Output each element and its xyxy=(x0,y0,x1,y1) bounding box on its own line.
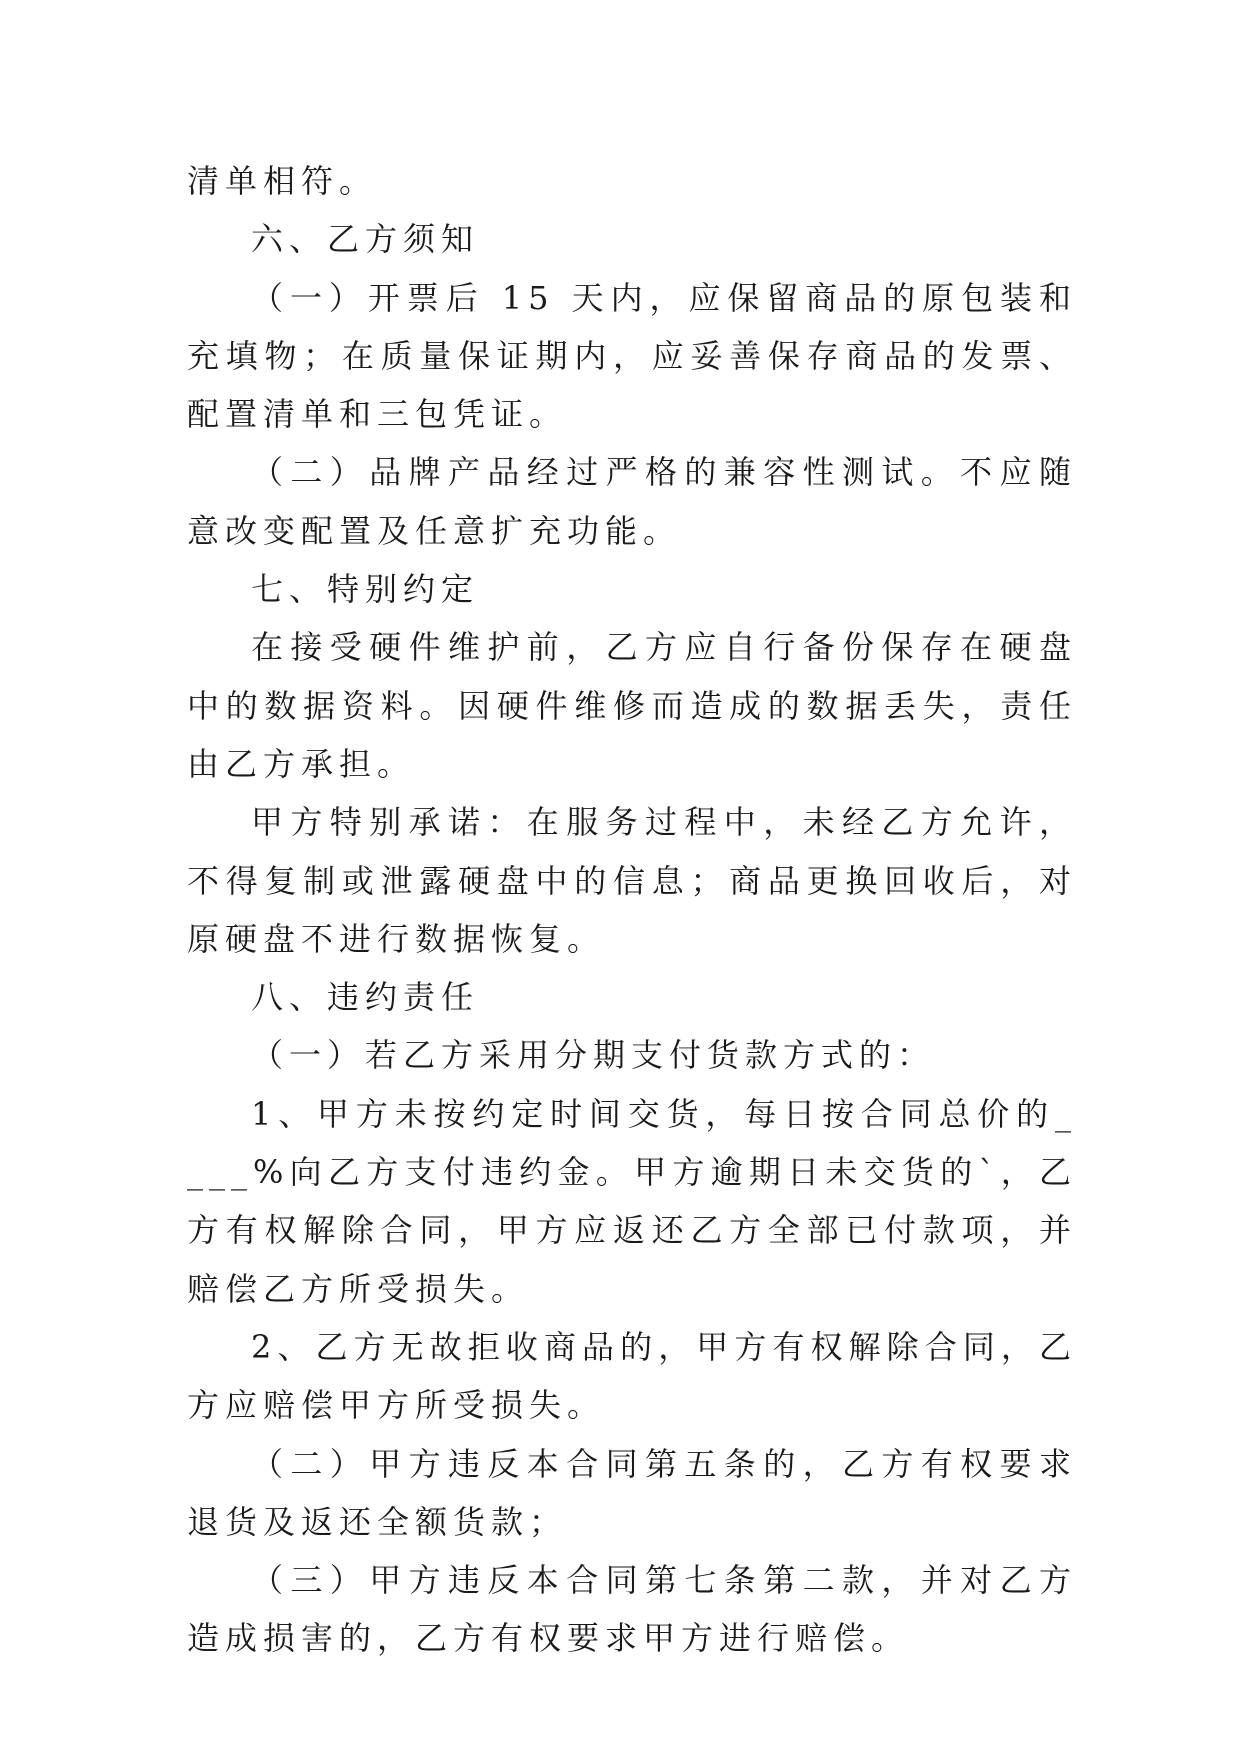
paragraph-late-delivery: 1、甲方未按约定时间交货，每日按合同总价的____%向乙方支付违约金。甲方逾期日未交货的`，乙方有权解除合同，甲方应返还乙方全部已付款项，并赔偿乙方所受损失。 xyxy=(187,1094,1077,1308)
document-body xyxy=(187,152,1077,1668)
paragraph-data-backup: 在接受硬件维护前，乙方应自行备份保存在硬盘中的数据资料。因硬件维修而造成的数据丢失，责任由乙方承担。 xyxy=(187,628,1077,783)
paragraph-refusal: 2、乙方无故拒收商品的，甲方有权解除合同，乙方应赔偿甲方所受损失。 xyxy=(187,1327,1077,1425)
paragraph-compatibility: （二）品牌产品经过严格的兼容性测试。不应随意改变配置及任意扩充功能。 xyxy=(187,453,1077,550)
paragraph-party-a-commitment: 甲方特别承诺：在服务过程中，未经乙方允许，不得复制或泄露硬盘中的信息；商品更换回收后，对原硬盘不进行数据恢复。 xyxy=(187,803,1077,958)
section-heading-special-agreement: 七、特别约定 xyxy=(251,570,480,609)
section-heading-party-b-notice: 六、乙方须知 xyxy=(251,220,480,259)
paragraph-checklist-match: 清单相符。 xyxy=(187,162,378,200)
paragraph-installment: （一）若乙方采用分期支付货款方式的： xyxy=(251,1036,936,1075)
paragraph-article-five-breach: （二）甲方违反本合同第五条的，乙方有权要求退货及返还全额货款； xyxy=(187,1444,1077,1541)
paragraph-article-seven-breach: （三）甲方违反本合同第七条第二款，并对乙方造成损害的，乙方有权要求甲方进行赔偿。 xyxy=(187,1561,1077,1658)
section-heading-liability: 八、违约责任 xyxy=(251,978,480,1017)
paragraph-packaging-retention: （一）开票后 15 天内，应保留商品的原包装和充填物；在质量保证期内，应妥善保存商品的发票、配置清单和三包凭证。 xyxy=(187,278,1077,434)
